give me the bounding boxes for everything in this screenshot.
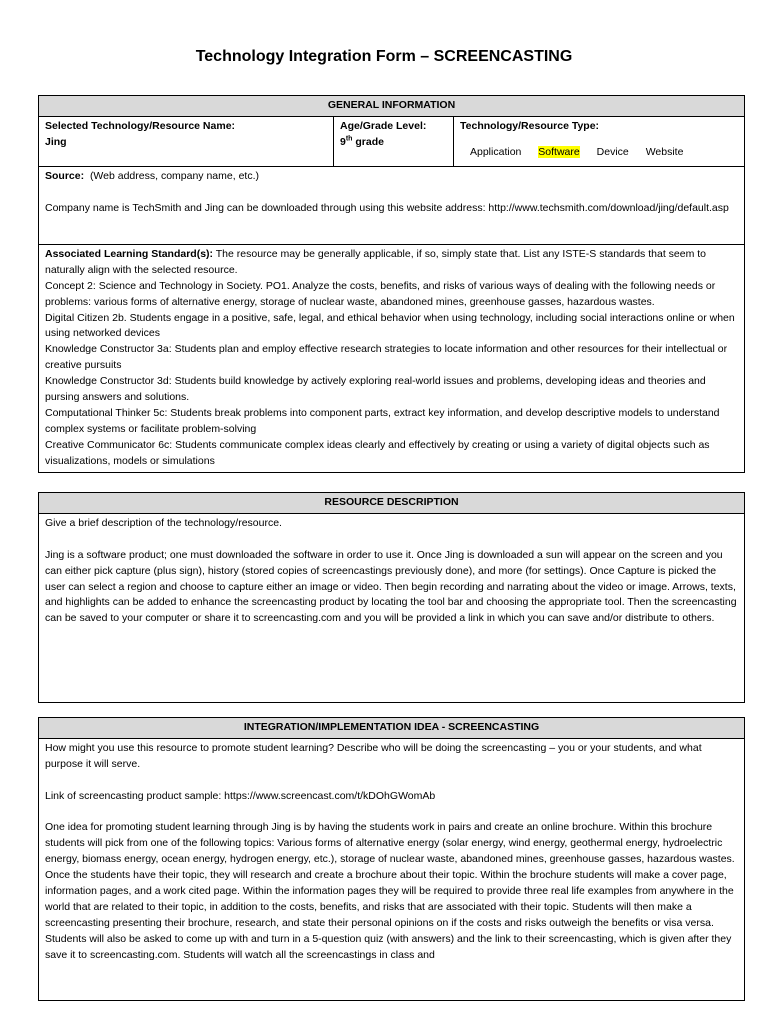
resource-description-text: Jing is a software product; one must downloaded the software in order to use it. Once Jing is downloaded a sun will appear on the screen and you can either pick capture (plus sign), history (stored copies of screencastings previously done), and more (for settings). Once Capture is picked the user can select a region and choose to capture either an image or video. Then begin recording and narrating about the video or image. Arrows, texts, and highlights can be added to enhance the screencasting product by locating the tool bar and choosing the appropriate tool. Then the screencasting can be saved to your computer or share it to screencasting.com and you will be provided a link in which you can save and/or distribute to others. bbox=[45, 548, 737, 625]
resource-description-table bbox=[38, 492, 745, 703]
integration-cell bbox=[39, 738, 745, 1000]
age-grade-cell bbox=[334, 116, 454, 166]
resource-description-header: RESOURCE DESCRIPTION bbox=[39, 493, 745, 514]
type-option-device: Device bbox=[596, 145, 629, 158]
standard-item: Concept 2: Science and Technology in Society. PO1. Analyze the costs, benefits, and risks of various ways of dealing with the following needs or problems: various forms of alternative energy, storage of nuclear waste, abandoned mines, greenhouse gasses, hazardous wastes. bbox=[45, 279, 716, 308]
resource-name-cell bbox=[39, 116, 334, 166]
source-hint: (Web address, company name, etc.) bbox=[89, 169, 259, 182]
standards-label: Associated Learning Standard(s): bbox=[45, 247, 214, 260]
age-grade-value: 9th grade bbox=[340, 135, 384, 148]
source-text: Company name is TechSmith and Jing can be downloaded through using this website address: http://www.techsmith.com/download/jing/default.asp bbox=[45, 201, 729, 214]
type-option-software: Software bbox=[538, 145, 580, 158]
standard-item: Creative Communicator 6c: Students communicate complex ideas clearly and effectively by creating or using a variety of digital objects such as visualizations, models or simulations bbox=[45, 438, 710, 467]
general-information-table bbox=[38, 95, 745, 473]
resource-name-label: Selected Technology/Resource Name: bbox=[45, 119, 236, 132]
type-option-website: Website bbox=[645, 145, 684, 158]
standard-item: Knowledge Constructor 3a: Students plan and employ effective research strategies to locate information and other resources for their intellectual or creative pursuits bbox=[45, 343, 728, 372]
standard-item: Knowledge Constructor 3d: Students build knowledge by actively exploring real-world issues and problems, developing ideas and theories and pursing answers and solutions. bbox=[45, 375, 706, 404]
source-label: Source: bbox=[45, 169, 85, 182]
screencast-link: Link of screencasting product sample: https://www.screencast.com/t/kDOhGWomAb bbox=[45, 789, 436, 802]
age-grade-label: Age/Grade Level: bbox=[340, 119, 427, 132]
resource-description-prompt: Give a brief description of the technology/resource. bbox=[45, 516, 282, 529]
resource-name-value: Jing bbox=[45, 135, 67, 148]
resource-type-label: Technology/Resource Type: bbox=[460, 119, 600, 132]
resource-type-options bbox=[460, 145, 738, 161]
integration-table bbox=[38, 717, 745, 1001]
page-title: Technology Integration Form – SCREENCASTING bbox=[195, 48, 573, 65]
resource-description-cell bbox=[39, 513, 745, 702]
general-information-header: GENERAL INFORMATION bbox=[39, 96, 745, 117]
integration-header: INTEGRATION/IMPLEMENTATION IDEA - SCREENCASTING bbox=[39, 718, 745, 739]
standards-cell bbox=[39, 244, 745, 472]
resource-type-cell bbox=[454, 116, 745, 166]
standards-intro: The resource may be generally applicable, if so, simply state that. List any ISTE-S standards that seem to naturally align with the selected resource. bbox=[45, 247, 706, 276]
type-option-application: Application bbox=[470, 145, 522, 158]
integration-idea-text: One idea for promoting student learning through Jing is by having the students work in pairs and create an online brochure. Within this brochure students will pick from one of the following topics: Various forms of alternative energy (solar energy, wind energy, geothermal energy, hydroelectric energy, biomass energy, ocean energy, hydrogen energy, etc.), storage of nuclear waste, abandoned mines, greenhouse gasses, hazardous wastes. Once the students have their topic, they will research and create a brochure about their topic. Within the brochure students will make a cover page, information pages, and a work cited page. Within the information pages they will be required to provide three real life examples from anywhere in the world that are related to their topic, in addition to the costs, benefits, and risks that are associated with their topic. Students will then make a screencasting presenting their brochure, research, and state their personal opinions on if the costs and risks outweigh the benefits or visa versa. Students will also be asked to come up with and turn in a 5-question quiz (with answers) and the link to their screencasting, which is given after they save it to screencasting.com. Students will watch all the screencastings in class and bbox=[45, 821, 735, 961]
standard-item: Computational Thinker 5c: Students break problems into component parts, extract key information, and develop descriptive models to understand complex systems or facilitate problem-solving bbox=[45, 406, 720, 435]
source-cell bbox=[39, 166, 745, 244]
standard-item: Digital Citizen 2b. Students engage in a positive, safe, legal, and ethical behavior when using technology, including social interactions online or when using networked devices bbox=[45, 311, 735, 340]
integration-prompt: How might you use this resource to promote student learning? Describe who will be doing the screencasting – you or your students, and what purpose it will serve. bbox=[45, 741, 702, 770]
